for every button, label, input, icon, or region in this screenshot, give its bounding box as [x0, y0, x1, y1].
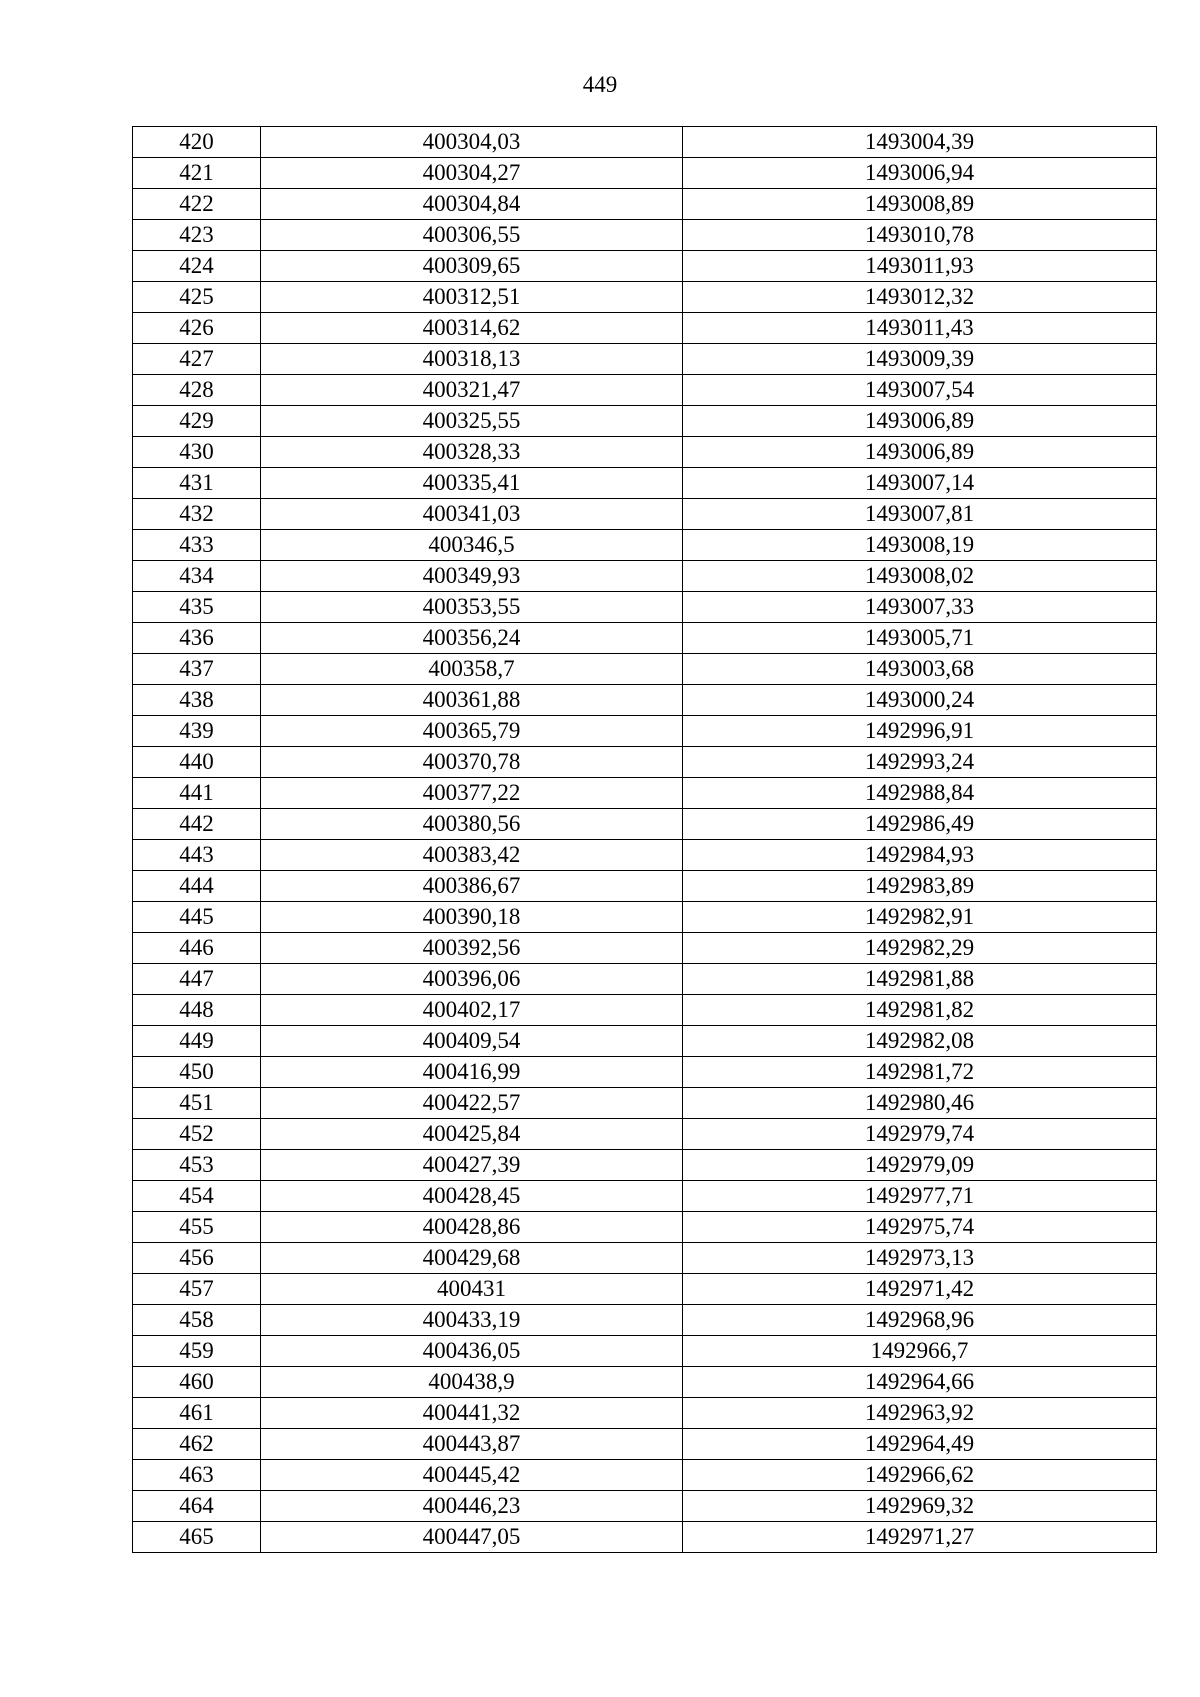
- y-coordinate-cell: 1493003,68: [683, 654, 1157, 685]
- point-number-cell: 427: [133, 344, 261, 375]
- y-coordinate-cell: 1492971,27: [683, 1522, 1157, 1553]
- y-coordinate-cell: 1492980,46: [683, 1088, 1157, 1119]
- x-coordinate-cell: 400304,03: [261, 127, 683, 158]
- point-number-cell: 465: [133, 1522, 261, 1553]
- table-row: [133, 158, 1157, 189]
- x-coordinate-cell: 400314,62: [261, 313, 683, 344]
- table-row: [133, 1243, 1157, 1274]
- table-row: [133, 685, 1157, 716]
- point-number-cell: 434: [133, 561, 261, 592]
- point-number-cell: 432: [133, 499, 261, 530]
- point-number-cell: 420: [133, 127, 261, 158]
- x-coordinate-cell: 400386,67: [261, 871, 683, 902]
- table-row: [133, 1119, 1157, 1150]
- y-coordinate-cell: 1492975,74: [683, 1212, 1157, 1243]
- point-number-cell: 439: [133, 716, 261, 747]
- table-row: [133, 375, 1157, 406]
- x-coordinate-cell: 400318,13: [261, 344, 683, 375]
- y-coordinate-cell: 1492968,96: [683, 1305, 1157, 1336]
- point-number-cell: 452: [133, 1119, 261, 1150]
- x-coordinate-cell: 400349,93: [261, 561, 683, 592]
- point-number-cell: 462: [133, 1429, 261, 1460]
- table-row: [133, 251, 1157, 282]
- x-coordinate-cell: 400447,05: [261, 1522, 683, 1553]
- y-coordinate-cell: 1493008,89: [683, 189, 1157, 220]
- y-coordinate-cell: 1493012,32: [683, 282, 1157, 313]
- x-coordinate-cell: 400396,06: [261, 964, 683, 995]
- y-coordinate-cell: 1492982,91: [683, 902, 1157, 933]
- x-coordinate-cell: 400304,84: [261, 189, 683, 220]
- x-coordinate-cell: 400428,45: [261, 1181, 683, 1212]
- x-coordinate-cell: 400312,51: [261, 282, 683, 313]
- point-number-cell: 441: [133, 778, 261, 809]
- point-number-cell: 433: [133, 530, 261, 561]
- y-coordinate-cell: 1493007,14: [683, 468, 1157, 499]
- point-number-cell: 453: [133, 1150, 261, 1181]
- point-number-cell: 435: [133, 592, 261, 623]
- coordinates-table-body: [133, 127, 1157, 1553]
- point-number-cell: 425: [133, 282, 261, 313]
- y-coordinate-cell: 1492983,89: [683, 871, 1157, 902]
- table-row: [133, 313, 1157, 344]
- y-coordinate-cell: 1492986,49: [683, 809, 1157, 840]
- point-number-cell: 446: [133, 933, 261, 964]
- table-row: [133, 1522, 1157, 1553]
- y-coordinate-cell: 1493006,89: [683, 437, 1157, 468]
- x-coordinate-cell: 400392,56: [261, 933, 683, 964]
- x-coordinate-cell: 400390,18: [261, 902, 683, 933]
- table-row: [133, 902, 1157, 933]
- y-coordinate-cell: 1492977,71: [683, 1181, 1157, 1212]
- point-number-cell: 440: [133, 747, 261, 778]
- y-coordinate-cell: 1492996,91: [683, 716, 1157, 747]
- x-coordinate-cell: 400425,84: [261, 1119, 683, 1150]
- point-number-cell: 429: [133, 406, 261, 437]
- table-row: [133, 561, 1157, 592]
- x-coordinate-cell: 400383,42: [261, 840, 683, 871]
- table-row: [133, 530, 1157, 561]
- x-coordinate-cell: 400306,55: [261, 220, 683, 251]
- x-coordinate-cell: 400428,86: [261, 1212, 683, 1243]
- x-coordinate-cell: 400328,33: [261, 437, 683, 468]
- table-row: [133, 840, 1157, 871]
- y-coordinate-cell: 1493010,78: [683, 220, 1157, 251]
- table-row: [133, 1336, 1157, 1367]
- table-row: [133, 1057, 1157, 1088]
- table-row: [133, 406, 1157, 437]
- point-number-cell: 444: [133, 871, 261, 902]
- x-coordinate-cell: 400365,79: [261, 716, 683, 747]
- table-row: [133, 1274, 1157, 1305]
- point-number-cell: 442: [133, 809, 261, 840]
- table-row: [133, 1429, 1157, 1460]
- table-row: [133, 1460, 1157, 1491]
- point-number-cell: 431: [133, 468, 261, 499]
- y-coordinate-cell: 1492964,49: [683, 1429, 1157, 1460]
- table-row: [133, 1212, 1157, 1243]
- point-number-cell: 463: [133, 1460, 261, 1491]
- y-coordinate-cell: 1493011,43: [683, 313, 1157, 344]
- x-coordinate-cell: 400341,03: [261, 499, 683, 530]
- y-coordinate-cell: 1492966,62: [683, 1460, 1157, 1491]
- table-row: [133, 809, 1157, 840]
- page-number: 449: [582, 72, 618, 97]
- y-coordinate-cell: 1492973,13: [683, 1243, 1157, 1274]
- table-row: [133, 499, 1157, 530]
- point-number-cell: 456: [133, 1243, 261, 1274]
- x-coordinate-cell: 400438,9: [261, 1367, 683, 1398]
- point-number-cell: 461: [133, 1398, 261, 1429]
- point-number-cell: 423: [133, 220, 261, 251]
- y-coordinate-cell: 1493007,81: [683, 499, 1157, 530]
- x-coordinate-cell: 400358,7: [261, 654, 683, 685]
- point-number-cell: 451: [133, 1088, 261, 1119]
- point-number-cell: 428: [133, 375, 261, 406]
- table-row: [133, 1398, 1157, 1429]
- point-number-cell: 436: [133, 623, 261, 654]
- x-coordinate-cell: 400353,55: [261, 592, 683, 623]
- point-number-cell: 443: [133, 840, 261, 871]
- x-coordinate-cell: 400370,78: [261, 747, 683, 778]
- table-row: [133, 592, 1157, 623]
- x-coordinate-cell: 400429,68: [261, 1243, 683, 1274]
- table-row: [133, 344, 1157, 375]
- y-coordinate-cell: 1493004,39: [683, 127, 1157, 158]
- y-coordinate-cell: 1492982,08: [683, 1026, 1157, 1057]
- y-coordinate-cell: 1492984,93: [683, 840, 1157, 871]
- table-row: [133, 220, 1157, 251]
- y-coordinate-cell: 1492963,92: [683, 1398, 1157, 1429]
- y-coordinate-cell: 1492979,74: [683, 1119, 1157, 1150]
- point-number-cell: 448: [133, 995, 261, 1026]
- y-coordinate-cell: 1492988,84: [683, 778, 1157, 809]
- table-row: [133, 1026, 1157, 1057]
- point-number-cell: 454: [133, 1181, 261, 1212]
- y-coordinate-cell: 1493007,54: [683, 375, 1157, 406]
- point-number-cell: 424: [133, 251, 261, 282]
- point-number-cell: 458: [133, 1305, 261, 1336]
- x-coordinate-cell: 400431: [261, 1274, 683, 1305]
- y-coordinate-cell: 1492964,66: [683, 1367, 1157, 1398]
- y-coordinate-cell: 1492981,82: [683, 995, 1157, 1026]
- x-coordinate-cell: 400445,42: [261, 1460, 683, 1491]
- point-number-cell: 426: [133, 313, 261, 344]
- table-row: [133, 716, 1157, 747]
- point-number-cell: 437: [133, 654, 261, 685]
- y-coordinate-cell: 1492993,24: [683, 747, 1157, 778]
- x-coordinate-cell: 400321,47: [261, 375, 683, 406]
- x-coordinate-cell: 400409,54: [261, 1026, 683, 1057]
- table-row: [133, 282, 1157, 313]
- y-coordinate-cell: 1492971,42: [683, 1274, 1157, 1305]
- y-coordinate-cell: 1492969,32: [683, 1491, 1157, 1522]
- x-coordinate-cell: 400422,57: [261, 1088, 683, 1119]
- table-row: [133, 1150, 1157, 1181]
- y-coordinate-cell: 1493008,19: [683, 530, 1157, 561]
- point-number-cell: 457: [133, 1274, 261, 1305]
- table-row: [133, 1491, 1157, 1522]
- coordinates-table: [132, 126, 1157, 1553]
- y-coordinate-cell: 1493000,24: [683, 685, 1157, 716]
- point-number-cell: 421: [133, 158, 261, 189]
- table-row: [133, 778, 1157, 809]
- x-coordinate-cell: 400380,56: [261, 809, 683, 840]
- table-row: [133, 189, 1157, 220]
- point-number-cell: 449: [133, 1026, 261, 1057]
- x-coordinate-cell: 400446,23: [261, 1491, 683, 1522]
- point-number-cell: 459: [133, 1336, 261, 1367]
- x-coordinate-cell: 400441,32: [261, 1398, 683, 1429]
- point-number-cell: 460: [133, 1367, 261, 1398]
- point-number-cell: 450: [133, 1057, 261, 1088]
- y-coordinate-cell: 1493009,39: [683, 344, 1157, 375]
- table-row: [133, 1088, 1157, 1119]
- y-coordinate-cell: 1493006,89: [683, 406, 1157, 437]
- x-coordinate-cell: 400309,65: [261, 251, 683, 282]
- x-coordinate-cell: 400416,99: [261, 1057, 683, 1088]
- table-row: [133, 1181, 1157, 1212]
- y-coordinate-cell: 1493008,02: [683, 561, 1157, 592]
- y-coordinate-cell: 1493006,94: [683, 158, 1157, 189]
- x-coordinate-cell: 400443,87: [261, 1429, 683, 1460]
- y-coordinate-cell: 1492982,29: [683, 933, 1157, 964]
- y-coordinate-cell: 1493007,33: [683, 592, 1157, 623]
- x-coordinate-cell: 400436,05: [261, 1336, 683, 1367]
- table-row: [133, 1305, 1157, 1336]
- point-number-cell: 430: [133, 437, 261, 468]
- x-coordinate-cell: 400325,55: [261, 406, 683, 437]
- y-coordinate-cell: 1492981,88: [683, 964, 1157, 995]
- point-number-cell: 438: [133, 685, 261, 716]
- x-coordinate-cell: 400356,24: [261, 623, 683, 654]
- table-row: [133, 654, 1157, 685]
- table-row: [133, 964, 1157, 995]
- x-coordinate-cell: 400361,88: [261, 685, 683, 716]
- point-number-cell: 422: [133, 189, 261, 220]
- y-coordinate-cell: 1493005,71: [683, 623, 1157, 654]
- table-row: [133, 933, 1157, 964]
- x-coordinate-cell: 400304,27: [261, 158, 683, 189]
- y-coordinate-cell: 1493011,93: [683, 251, 1157, 282]
- x-coordinate-cell: 400433,19: [261, 1305, 683, 1336]
- table-row: [133, 871, 1157, 902]
- point-number-cell: 464: [133, 1491, 261, 1522]
- x-coordinate-cell: 400377,22: [261, 778, 683, 809]
- y-coordinate-cell: 1492979,09: [683, 1150, 1157, 1181]
- x-coordinate-cell: 400346,5: [261, 530, 683, 561]
- x-coordinate-cell: 400335,41: [261, 468, 683, 499]
- table-row: [133, 127, 1157, 158]
- table-row: [133, 437, 1157, 468]
- table-row: [133, 995, 1157, 1026]
- x-coordinate-cell: 400427,39: [261, 1150, 683, 1181]
- table-row: [133, 623, 1157, 654]
- point-number-cell: 447: [133, 964, 261, 995]
- table-row: [133, 468, 1157, 499]
- x-coordinate-cell: 400402,17: [261, 995, 683, 1026]
- y-coordinate-cell: 1492981,72: [683, 1057, 1157, 1088]
- table-row: [133, 747, 1157, 778]
- point-number-cell: 455: [133, 1212, 261, 1243]
- table-row: [133, 1367, 1157, 1398]
- y-coordinate-cell: 1492966,7: [683, 1336, 1157, 1367]
- point-number-cell: 445: [133, 902, 261, 933]
